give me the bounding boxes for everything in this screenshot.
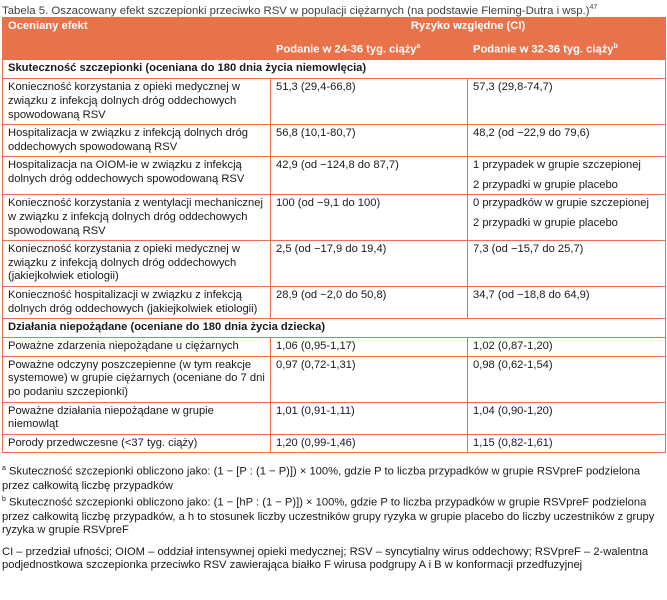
value-b-cell: 0,98 (0,62-1,54) — [468, 356, 666, 402]
footnote-b-marker: b — [613, 43, 618, 50]
table-row — [3, 434, 666, 453]
table-caption — [0, 0, 667, 17]
header-column-b-label: Podanie w 32-36 tyg. ciąży — [473, 43, 614, 56]
value-a-cell: 51,3 (29,4-66,8) — [271, 79, 468, 125]
caption-text: Tabela 5. Oszacowany efekt szczepionki przeciwko RSV w populacji ciężarnych (na podstawie Fleming-Dutra i wsp.) — [2, 4, 590, 17]
footnote-a-mark: a — [2, 465, 6, 473]
header-relative-risk: Ryzyko względne (CI) — [271, 18, 666, 38]
footnote-a-marker: a — [416, 43, 421, 50]
value-b-cell: 57,3 (29,8-74,7) — [468, 79, 666, 125]
value-b-cell: 1,04 (0,90-1,20) — [468, 402, 666, 434]
effect-cell: Konieczność korzystania z wentylacji mechanicznej w związku z infekcją dolnych dróg oddechowych spowodowaną RSV — [3, 195, 271, 241]
table-row — [3, 125, 666, 157]
section-title: Skuteczność szczepionki (oceniana do 180 dnia życia niemowlęcia) — [3, 60, 666, 79]
effect-cell: Konieczność korzystania z opieki medycznej w związku z infekcją dolnych dróg oddechowych spowodowaną RSV — [3, 79, 271, 125]
effect-cell: Poważne zdarzenia niepożądane u ciężarnych — [3, 338, 271, 357]
table-row — [3, 79, 666, 125]
table-row — [3, 195, 666, 241]
effect-cell: Hospitalizacja na OIOM-ie w związku z infekcją dolnych dróg oddechowych spowodowaną RSV — [3, 157, 271, 195]
value-b-cell: 7,3 (od −15,7 do 25,7) — [468, 241, 666, 287]
value-b-cell: 1,02 (0,87-1,20) — [468, 338, 666, 357]
header-effect: Oceniany efekt — [3, 18, 271, 60]
value-a-cell: 1,20 (0,99-1,46) — [271, 434, 468, 453]
table-row — [3, 241, 666, 287]
effect-cell: Konieczność hospitalizacji w związku z infekcją dolnych dróg oddechowych (jakiejkolwiek etiologii) — [3, 287, 271, 319]
value-b-cell: 48,2 (od −22,9 do 79,6) — [468, 125, 666, 157]
table-row — [3, 356, 666, 402]
value-a-cell: 0,97 (0,72-1,31) — [271, 356, 468, 402]
value-b-line-2: 2 przypadki w grupie placebo — [473, 178, 618, 191]
results-table — [2, 17, 666, 453]
abbreviations-note: CI – przedział ufności; OIOM – oddział intensywnej opieki medycznej; RSV – syncytialny wirus oddechowy; RSVpreF – 2-walentna podjednostkowa szczepionka przeciwko RSV zawierająca białko F wirusa podgrupy A i B w konformacji przedfuzyjnej — [2, 545, 649, 572]
header-column-a-label: Podanie w 24-36 tyg. ciąży — [276, 43, 417, 56]
footnotes — [0, 462, 667, 573]
effect-cell: Konieczność korzystania z opieki medycznej w związku z infekcją dolnych dróg oddechowych (jakiejkolwiek etiologii) — [3, 241, 271, 287]
value-b-cell: 34,7 (od −18,8 do 64,9) — [468, 287, 666, 319]
value-a-cell: 100 (od −9,1 do 100) — [271, 195, 468, 241]
header-column-a — [271, 38, 468, 60]
footnote-a — [2, 462, 663, 493]
footnote-b-mark: b — [2, 496, 6, 504]
effect-cell: Poważne działania niepożądane w grupie niemowląt — [3, 402, 271, 434]
table-row — [3, 338, 666, 357]
value-a-cell: 1,01 (0,91-1,11) — [271, 402, 468, 434]
footnote-a-text: Skuteczność szczepionki obliczono jako: (1 − [P : (1 − P)]) × 100%, gdzie P to liczba przypadków w grupie RSVpreF podzielona przez całkowitą liczbę przypadków — [2, 466, 641, 492]
effect-cell: Porody przedwczesne (<37 tyg. ciąży) — [3, 434, 271, 453]
value-b-cell — [468, 157, 666, 195]
section-title: Działania niepożądane (oceniane do 180 dnia życia dziecka) — [3, 319, 666, 338]
effect-cell: Poważne odczyny poszczepienne (w tym reakcje systemowe) w grupie ciężarnych (oceniane do 7 dni po podaniu szczepionki) — [3, 356, 271, 402]
value-b-line: 1 przypadek w grupie szczepionej — [473, 159, 641, 172]
value-a-cell: 28,9 (od −2,0 do 50,8) — [271, 287, 468, 319]
header-column-b — [468, 38, 666, 60]
value-b-line-2: 2 przypadki w grupie placebo — [473, 217, 618, 230]
value-b-cell — [468, 195, 666, 241]
section-header-row — [3, 319, 666, 338]
caption-reference: 47 — [589, 4, 598, 11]
value-a-cell: 42,9 (od −124,8 do 87,7) — [271, 157, 468, 195]
section-header-row — [3, 60, 666, 79]
effect-cell: Hospitalizacja w związku z infekcją dolnych dróg oddechowych spowodowaną RSV — [3, 125, 271, 157]
value-a-cell: 1,06 (0,95-1,17) — [271, 338, 468, 357]
value-a-cell: 56,8 (10,1-80,7) — [271, 125, 468, 157]
value-b-line: 0 przypadków w grupie szczepionej — [473, 197, 649, 210]
table-row — [3, 287, 666, 319]
table-row — [3, 402, 666, 434]
footnote-b — [2, 493, 663, 538]
value-b-cell: 1,15 (0,82-1,61) — [468, 434, 666, 453]
footnote-b-text: Skuteczność szczepionki obliczono jako: (1 − [hP : (1 − P)]) × 100%, gdzie P to liczba przypadków w grupie RSVpreF podzielona przez całkowitą liczbę przypadków, a h to stosunek liczby uczestników grupy ryzyka w grupie placebo do liczby uczestników z grupy ryzyka w grupie RSVpreF — [2, 497, 655, 537]
value-a-cell: 2,5 (od −17,9 do 19,4) — [271, 241, 468, 287]
table-row — [3, 157, 666, 195]
